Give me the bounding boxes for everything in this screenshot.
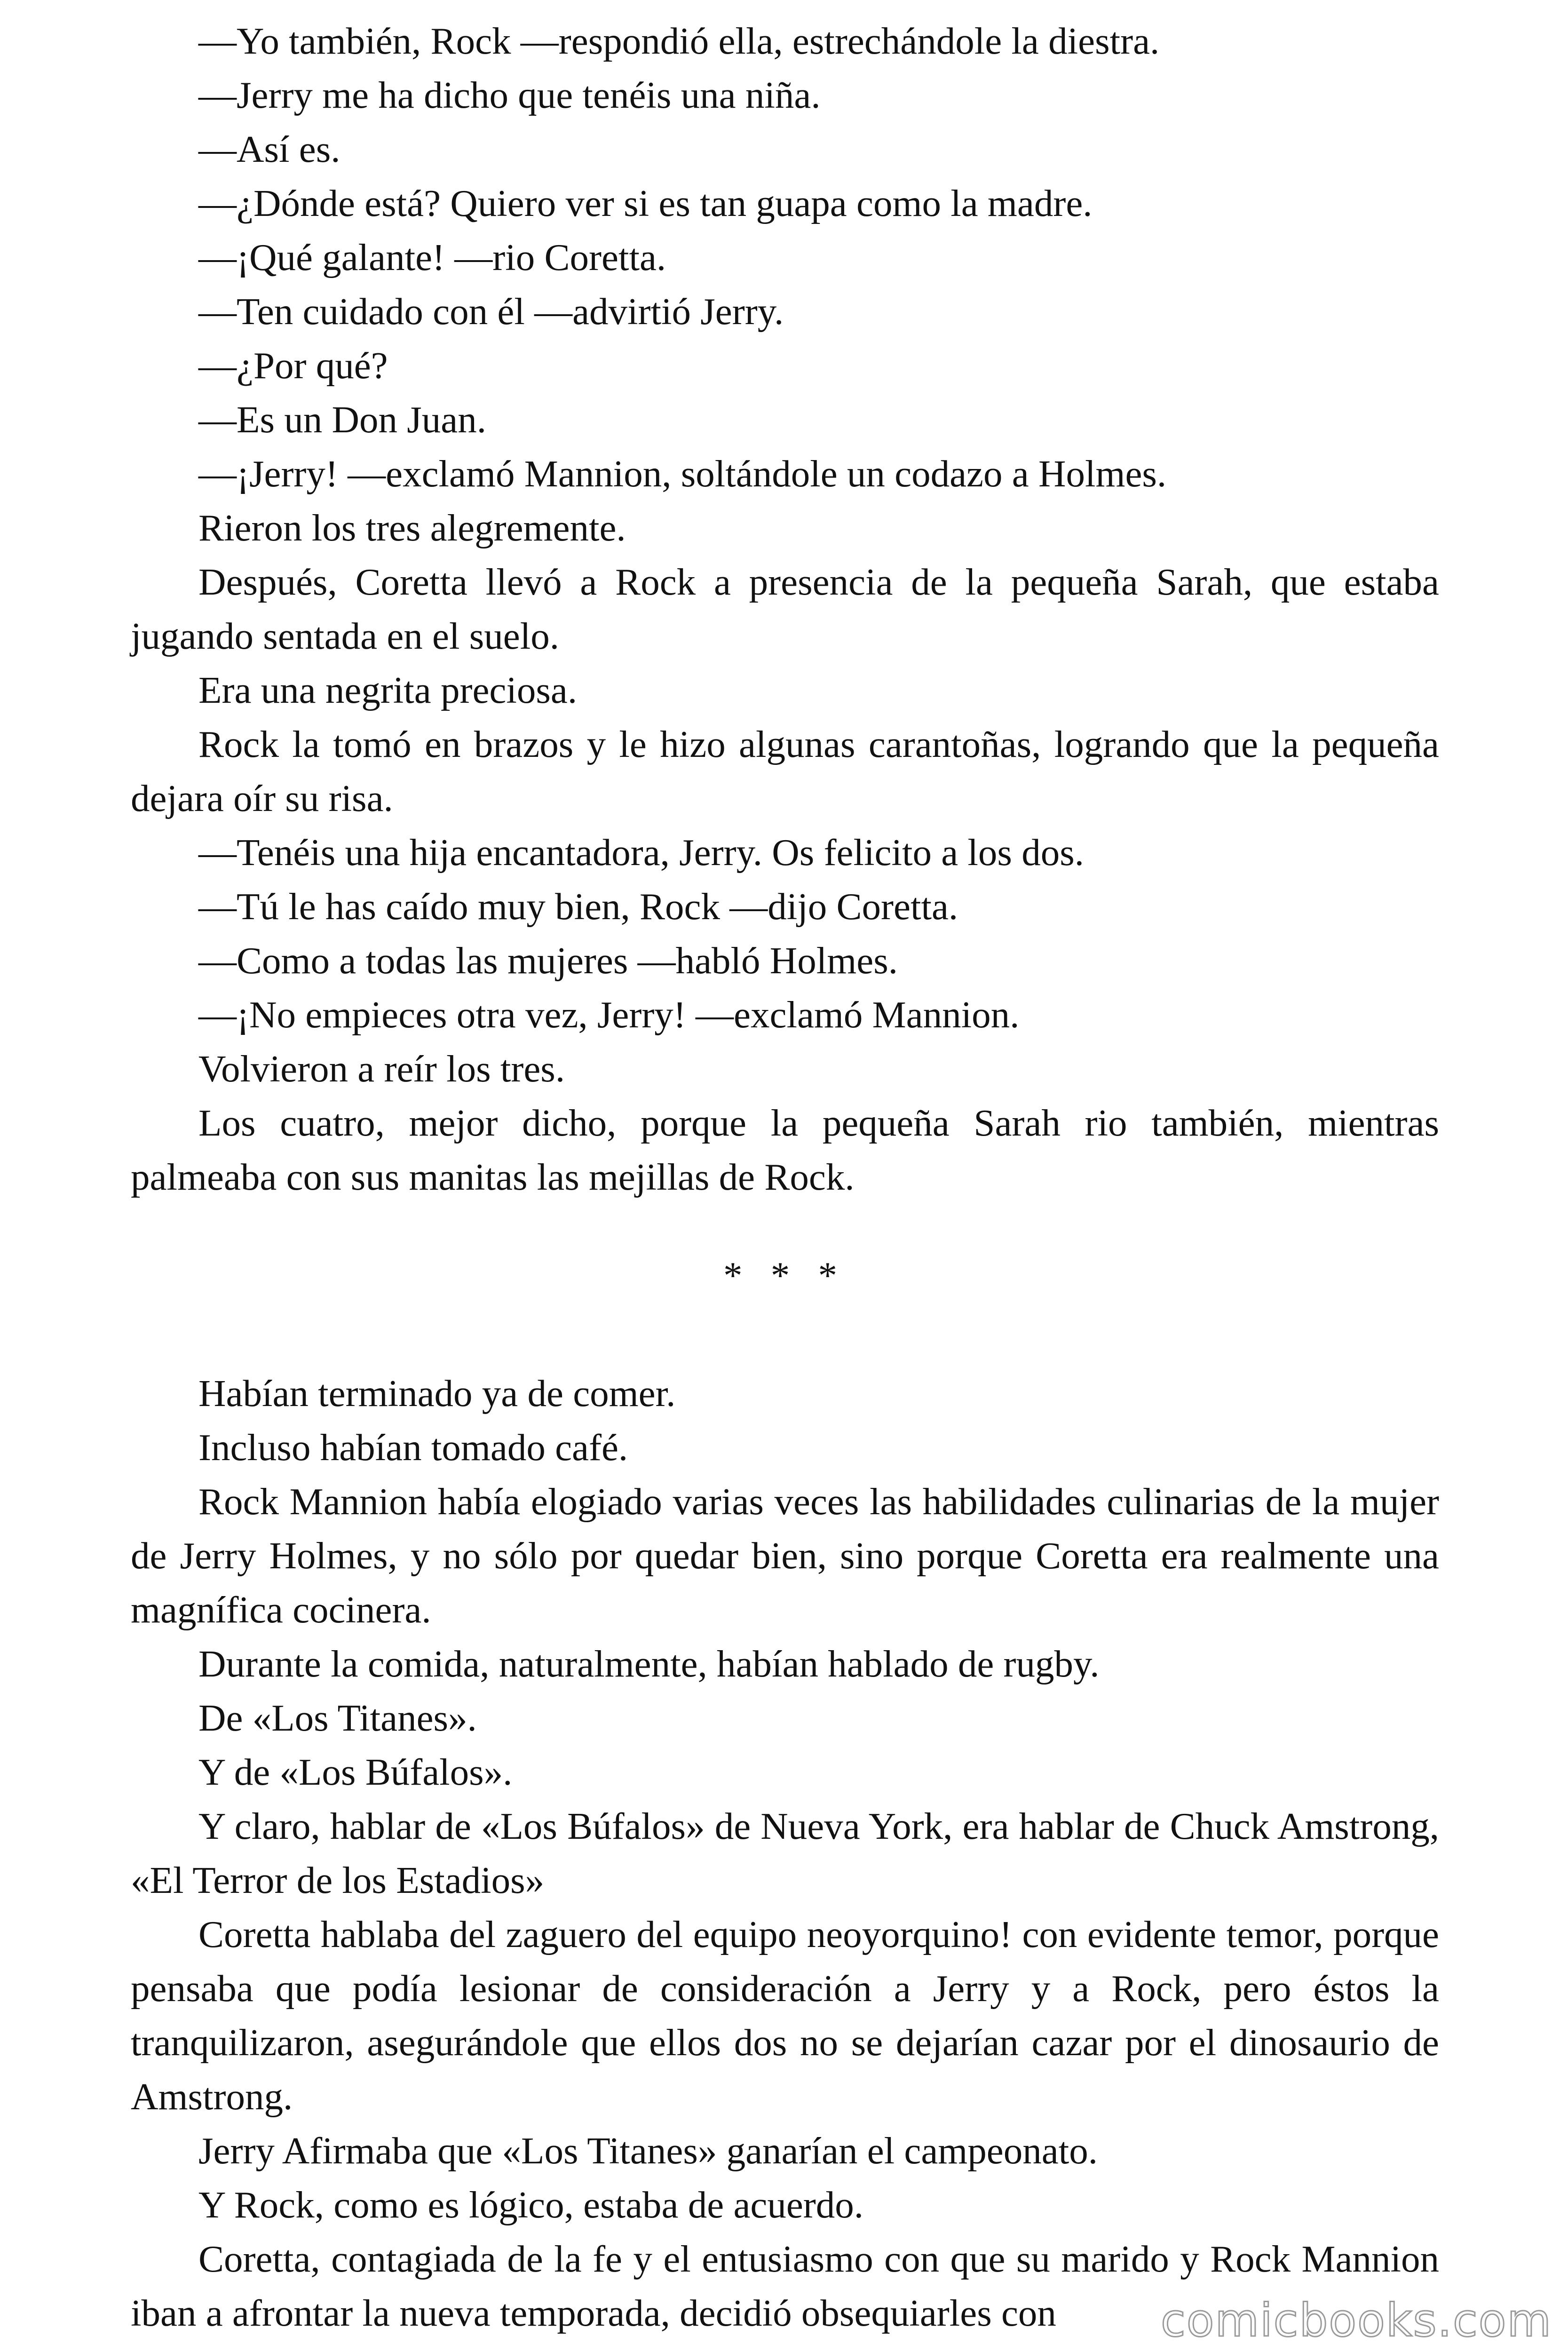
paragraph: Era una negrita preciosa. bbox=[198, 669, 578, 711]
paragraph: —Ten cuidado con él —advirtió Jerry. bbox=[198, 290, 784, 333]
paragraph: —Como a todas las mujeres —habló Holmes. bbox=[198, 939, 898, 982]
paragraph: —¿Por qué? bbox=[198, 344, 388, 387]
paragraph: —Así es. bbox=[198, 128, 341, 170]
paragraph: —Tú le has caído muy bien, Rock —dijo Coretta. bbox=[198, 885, 958, 928]
paragraph: Jerry Afirmaba que «Los Titanes» ganarían el campeonato. bbox=[198, 2130, 1098, 2172]
paragraph: —¡Qué galante! —rio Coretta. bbox=[198, 236, 666, 278]
paragraph: —¡No empieces otra vez, Jerry! —exclamó Mannion. bbox=[198, 993, 1020, 1036]
watermark: comicbooks.com bbox=[1160, 2294, 1552, 2347]
paragraph: —¿Dónde está? Quiero ver si es tan guapa como la madre. bbox=[198, 182, 1093, 224]
paragraph: —Jerry me ha dicho que tenéis una niña. bbox=[198, 74, 821, 116]
paragraph: Rock la tomó en brazos y le hizo algunas carantoñas, logrando que la pequeña dejara oír su risa. bbox=[131, 723, 1439, 819]
paragraph: Rieron los tres alegremente. bbox=[198, 507, 626, 549]
page-body bbox=[131, 14, 1439, 2340]
paragraph: Coretta hablaba del zaguero del equipo neoyorquino! con evidente temor, porque pensaba que podía lesionar de consideración a Jerry y a Rock, pero éstos la tranquilizaron, asegurándole que ellos dos no se dejarían cazar por el dinosaurio de Amstrong. bbox=[131, 1913, 1439, 2118]
paragraph: De «Los Titanes». bbox=[198, 1697, 477, 1739]
paragraph: Volvieron a reír los tres. bbox=[198, 1048, 565, 1090]
scene-separator: * * * bbox=[723, 1254, 847, 1296]
paragraph: Y claro, hablar de «Los Búfalos» de Nueva York, era hablar de Chuck Amstrong, «El Terror de los Estadios» bbox=[131, 1805, 1439, 1901]
paragraph: Y Rock, como es lógico, estaba de acuerdo. bbox=[198, 2184, 864, 2226]
paragraph: Después, Coretta llevó a Rock a presencia de la pequeña Sarah, que estaba jugando sentada en el suelo. bbox=[131, 561, 1439, 657]
paragraph: —Tenéis una hija encantadora, Jerry. Os felicito a los dos. bbox=[198, 831, 1084, 874]
paragraph: Coretta, contagiada de la fe y el entusiasmo con que su marido y Rock Mannion iban a afrontar la nueva temporada, decidió obsequiarles con bbox=[131, 2238, 1439, 2334]
paragraph: —Es un Don Juan. bbox=[198, 398, 486, 441]
paragraph: Los cuatro, mejor dicho, porque la pequeña Sarah rio también, mientras palmeaba con sus manitas las mejillas de Rock. bbox=[131, 1102, 1439, 1198]
paragraph: Rock Mannion había elogiado varias veces las habilidades culinarias de la mujer de Jerry Holmes, y no sólo por quedar bien, sino porque Coretta era realmente una magnífica cocinera. bbox=[131, 1480, 1439, 1631]
paragraph: —¡Jerry! —exclamó Mannion, soltándole un codazo a Holmes. bbox=[198, 453, 1167, 495]
paragraph: Durante la comida, naturalmente, habían hablado de rugby. bbox=[198, 1643, 1100, 1685]
paragraph: Y de «Los Búfalos». bbox=[198, 1751, 513, 1793]
paragraph: —Yo también, Rock —respondió ella, estrechándole la diestra. bbox=[198, 20, 1160, 62]
paragraph: Incluso habían tomado café. bbox=[198, 1426, 628, 1469]
paragraph: Habían terminado ya de comer. bbox=[198, 1372, 676, 1414]
